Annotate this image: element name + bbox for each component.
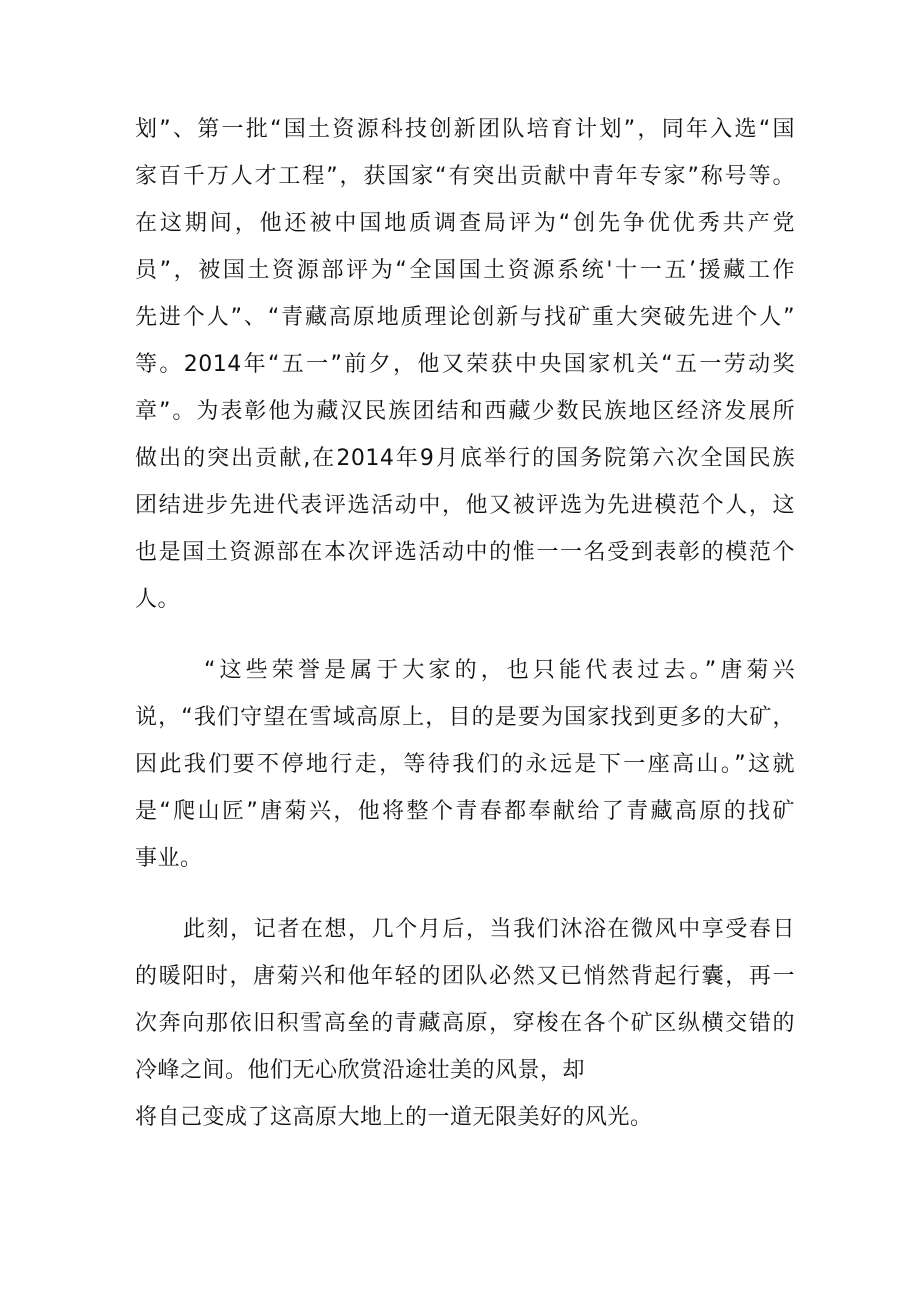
paragraph-line: 因此我们要不停地行走，等待我们的永远是下一座高山。”这就 xyxy=(135,752,795,777)
paragraph-line: 人。 xyxy=(135,587,181,612)
paragraph-line: 在这期间，他还被中国地质调查局评为“创先争优优秀共产党 xyxy=(135,211,795,236)
paragraph-line: 划”、第一批“国土资源科技创新团队培育计划”，同年入选“国 xyxy=(135,117,795,142)
paragraph-line: 做出的突出贡献,在2014年9月底举行的国务院第六次全国民族 xyxy=(135,446,795,471)
paragraph-line: 先进个人”、“青藏高原地质理论创新与找矿重大突破先进个人” xyxy=(135,305,795,330)
paragraph-line: 等。2014年“五一”前夕，他又荣获中央国家机关“五一劳动奖 xyxy=(135,352,795,377)
paragraph-line: 事业。 xyxy=(135,846,203,871)
paragraph-line: 将自己变成了这高原大地上的一道无限美好的风光。 xyxy=(135,1105,653,1130)
paragraph-line: 员”，被国土资源部评为“全国国土资源系统'十一五’援藏工作 xyxy=(135,258,795,283)
paragraph-line: 团结进步先进代表评选活动中，他又被评选为先进模范个人，这 xyxy=(135,493,795,518)
paragraph-line: 章”。为表彰他为藏汉民族团结和西藏少数民族地区经济发展所 xyxy=(135,399,795,424)
paragraph-line: 的暖阳时，唐菊兴和他年轻的团队必然又已悄然背起行囊，再一 xyxy=(135,964,795,989)
paragraph-line: “这些荣誉是属于大家的，也只能代表过去。”唐菊兴 xyxy=(204,658,795,683)
paragraph-line: 此刻，记者在想，几个月后，当我们沐浴在微风中享受春日 xyxy=(183,917,795,942)
paragraph-line: 次奔向那依旧积雪高垒的青藏高原，穿梭在各个矿区纵横交错的 xyxy=(135,1011,795,1036)
paragraph-line: 说，“我们守望在雪域高原上，目的是要为国家找到更多的大矿， xyxy=(135,705,795,730)
paragraph-line: 是“爬山匠”唐菊兴，他将整个青春都奉献给了青藏高原的找矿 xyxy=(135,799,796,824)
paragraph-line: 冷峰之间。他们无心欣赏沿途壮美的风景，却 xyxy=(135,1058,586,1083)
paragraph-line: 也是国土资源部在本次评选活动中的惟一一名受到表彰的模范个 xyxy=(135,540,795,565)
paragraph-line: 家百千万人才工程”，获国家“有突出贡献中青年专家”称号等。 xyxy=(135,164,795,189)
